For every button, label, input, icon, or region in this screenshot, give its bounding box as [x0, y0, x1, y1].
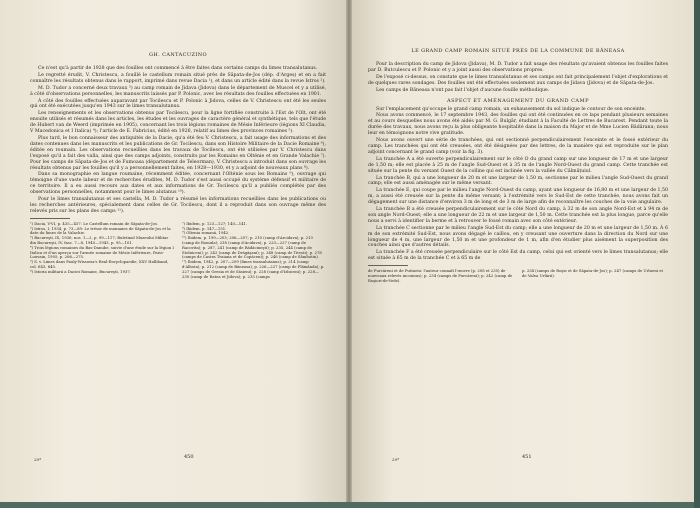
footnote: ²) Istros, I, 1934, p. 73—89: Le trésor de monnaies de Săpata-de-Jos et la date du limes de la Valachie. — [30, 225, 171, 236]
paragraph: Pour la description du camp de Jidova (Jidava), M. D. Tudor a fait usage des résultats qu'avaient obtenus les fouilles faites par D. Butculescu et P. Polonic et y a joint aussi des observations propres. — [368, 62, 668, 73]
cover-edge — [694, 0, 700, 508]
paragraph: À côté des fouilles effectuées auparavant par Tocilescu et P. Polonic à Jidova, celles de V. Christescu ont été les seules qui ont été exécutées jusqu'en 1943 sur le limes transalutanus. — [30, 98, 326, 110]
footnote-column — [30, 222, 174, 280]
footnote-rule — [368, 265, 408, 266]
right-running-head: LE GRAND CAMP ROMAIN SITUÉ PRÈS DE LA COMMUNE DE BĂNEASA — [411, 48, 625, 54]
paragraph: De l'exposé ci-dessus, on constate que le limes transalutanus et ses camps ont fait principalement l'objet d'explorations et de quelques rares sondages. Des fouilles ont été effectuées seulement aux camps de Jidava (Jidova) et de Săpata-de-Jos. — [368, 74, 668, 86]
footnote-column — [522, 269, 668, 283]
footnote: ⁵) S. v. Limes dans Pauly-Wissowa's Real-Encyclopaedie, XXV Halbband, col. 643, 645. — [30, 259, 169, 269]
paragraph: La tranchée B a été creusée perpendiculairement sur le côté Nord du camp, à 32 m de son angle Nord-Est et à 94 m de son angle Nord-Ouest; elle a une longueur de 22 m et une largeur de 1,50 m. Cette tranchée est la plus longue, parce qu'elle nous a servi à identifier la berme et à retrouver le fossé romain avec son côté extérieur. — [368, 207, 668, 224]
signature-mark: 29* — [392, 457, 400, 462]
footnote: ⁷) Ibidem, p. 123—127; 140—141. — [182, 220, 248, 226]
footnote: ⁹) Oltenia romană, 1942. — [182, 230, 230, 236]
left-running-head: GH. CANTACUZINO — [149, 52, 207, 58]
paragraph: Dans sa monographie en langue roumaine, récemment éditée, concernant l'Olténie sous les Romains ⁹), ouvrage qui témoigne d'une vaste labeur et de recherches érudites, M. D. Tudor s'est aussi occupé du système défensif et militaire de ce territoire. Il a eu aussi recours aux dates et aux informations de Gr. Tocilescu qu'il a publiés complétés par des observations personnelles, notamment pour le limes alutanus ¹⁰). — [30, 172, 326, 196]
footnote: ⁴) Trois légions romaines du Bas-Danube, suivie d'une étude sur la légion I Italica et d'un aperçu sur l'armée romaine de Mésie Inférieure, Paris-Louvain, 1905, p. 266—275. — [30, 244, 174, 260]
footnote: ⁸) Ibidem, p. 147—151. — [182, 225, 227, 231]
paragraph: La tranchée A a été ouverte perpendiculairement sur le côté O du grand camp sur une longueur de 17 m et une largeur de 1,50 m; elle est placée à 25 m de l'angle Sud-Ouest et à 35 m de l'angle Nord-Ouest du grand camp. Cette tranchée est située sur la pente du versant Ouest de la colline qui est inclinée vers la vallée du Călmățuiul. — [368, 156, 668, 174]
signature-mark: 29* — [34, 457, 42, 462]
left-page — [0, 0, 346, 502]
footnote: de Purcăreni et de Putineiu: l'auteur connaît l'œuvre (p. 208 et 235) de nouveaux relevés inconnus); p. 234 (camps de Purcăreni); p. 242 (camp de Roşiori-de-Vede). — [368, 268, 513, 283]
left-footnotes — [30, 222, 326, 280]
right-body-top — [368, 62, 668, 94]
paragraph: Sur l'emplacement qu'occupe le grand camp romain, un exhaussement du sol indique le contour de son enceinte. — [376, 106, 646, 112]
footnote: p. 234 (camps de Roşie et de Săpata-de-Jos); p. 247 (camps de Urlueni et de Valea Urlării). — [522, 268, 663, 278]
footnote: ¹¹) Ibidem, 1942, p. 207—209 (limes transalutanus); p. 214 (camp d'Albota); p. 212 (camp de Băneasa); p. 226—227 (camp de Flămânda); p. 227 (camps de Gresia et de Săsieni); p. 228 (camp d'Izbiceni); p. 228—230 (camp de Ratea et Jidova); p. 235 (camps — [182, 259, 325, 279]
footnote: ¹) Dacia, V-VI, p. 435—457: Le Castellum romain de Săpata-de-Jos. — [30, 220, 159, 226]
paragraph: La tranchée B, qui a une longueur de 20 m et une largeur de 1,50 m, sectionne par le milieu l'angle Sud-Ouest du grand camp; elle est aussi aménagée sur le même versant. — [368, 175, 668, 187]
right-page — [352, 0, 694, 502]
right-footnotes — [368, 269, 668, 283]
paragraph: Nous avons ouvert une série de tranchées, qui ont sectionné perpendiculairement l'enceinte et le fossé extérieur du camp. Les tranchées qui ont été creusées, ont été désignées par des lettres, de la manière qui est reproduite sur le plan adjoint concernant le grand camp (voir la fig. 3). — [368, 138, 668, 155]
paragraph: Les renseignements et les observations obtenus par Tocilescu, pour la ligne fortifiée construite à l'Est de l'Olt, ont été ensuite utilisés et résumés dans les articles, les études et les ouvrages de caractère général et synthétique, tels que l'étude de Hubert van de Weerd (imprimée en 1905), concernant les trois légions romaines de Mésie Inférieure (légions XI Claudia, V Macedonica et I Italica) ⁴); l'article de E. Fabricius, édité en 1926, relatif au limes des provinces romaines ⁵). — [30, 111, 326, 135]
section-title: ASPECT ET AMÉNAGEMENT DU GRAND CAMP — [446, 97, 590, 104]
right-body-bottom — [368, 107, 668, 263]
right-page-number: 451 — [522, 454, 532, 460]
paragraph: Plus tard, le bon connaisseur des antiquités de la Dacie, qu'a été feu V. Christescu, a fait usage des informations et des dates contenues dans les manuscrits et les publications de Gr. Tocilescu, dans son Histoire Militaire de la Dacie Romaine ⁶), éditée en roumain. Les observations recueillies dans les travaux de Tocilescu, ont été utilisées par V. Christescu dans l'exposé qu'il a fait des valla, ainsi que des camps adjoints, construits par les Romains en Olténie et en Grande Valachie ⁷). Pour les camps de Săpata-de-Jos et de Fumoasa (département de Teleorman), V. Christescu a introduit dans son ouvrage les résultats obtenus par les fouilles qu'il y a personnellement faites, en 1928—1930, et y a adjoint de nouveaux plans ⁸). — [30, 135, 326, 171]
paragraph: M. D. Tudor a concerné deux travaux ³) au camp romain de Jidava (Jidova) dans le département de Muscel et y a utilisé, à côté d'observations personnelles, les manuscrits laissés par P. Polonic, avec les résultats des fouilles effectuées en 1901. — [30, 85, 326, 97]
paragraph: La tranchée F a été creusée perpendiculaire sur le côté Est du camp, celui qui est orienté vers le limes transalutanus; elle est située à 65 m de la tranchée C et à 65 m de — [368, 250, 668, 262]
footnote-column — [182, 222, 326, 280]
left-body — [30, 66, 326, 215]
paragraph: Les camps de Băneasa n'ont pas fait l'objet d'aucune fouille méthodique. — [376, 87, 550, 93]
footnote: ⁶) Istoria militară a Daciei Romane, Bucureşti, 1937. — [30, 268, 132, 274]
footnote: ¹⁰) Ibidem, p. 199—203; 206—207; p. 210 (camp d'Arcidava); p. 213 (camp de Romula); 238 (camp d'Acidava); p. 223—227 (camp de Racovita); p. 287, 241 (camp de Rădăcineşti); p. 235, 244 (camp de Stolniceni); p. 242 (camp de Drăgăşani); p. 248 (camp de Titești); p. 278 (camps de Castra Traiana et de Copăceni); p. 246 (camp de Sâmbotin). — [182, 235, 322, 260]
paragraph: Le regretté érudit, V. Christescu, a fouillé le castellum romain situé près de Săpata-de-Jos (dép. d'Argeș) et en a fait connaître les résultats obtenus dans le rapport, imprimé dans revue Dacia ¹), et dans un article édité dans la revue Istros ²). — [30, 72, 326, 84]
footnote-column — [368, 269, 514, 283]
paragraph: La tranchée E, qui coupe par le milieu l'angle Nord-Ouest du camp, ayant une longueur de 16,80 m et une largeur de 1,50 m, a aussi été creusée sur la pente du même versant; à l'extrémité vers le Sud-Est de cette tranchée, nous avons fait un dégagement sur une distance d'environ 3 m de long et de 3 m de large afin de reconnaître les couches de la voie angulaire. — [368, 188, 668, 206]
paragraph: La tranchée C sectionne par le milieu l'angle Sud-Est du camp; elle a une longueur de 20 m et une largeur de 1,50 m. À 6 m de son extrémité Sud-Est, nous avons dégagé le caillou, en y creusant une ouverture dans la direction du Nord sur une longueur de 4 m, une largeur de 1,50 m et une profondeur de 1 m, afin d'en étudier plus aisément la superposition des couches ainsi que d'autres détails. — [368, 225, 668, 249]
footnote: ³) Bucureşti, IX, 1936, nos. 1—2, p. 99—117; Buletinul Muzeului Militar din Bucureşti, IV, fasc. 7—8, 1940—1943, p. 95—101. — [30, 235, 169, 245]
paragraph: Nous avons commencé, le 17 septembre 1943, des fouilles qui ont été continuées en ce laps pendant plusieurs semaines et au cours desquelles nous avons été aidés par M. G. Bulgăr, étudiant à la Faculté de Lettres de Bucarest. Pendant toute la durée des travaux, nous avons reçu la plus obligeante hospitalité dans la maison du Major et de Mme Lucien Bădăranu; nous leur en témoignons notre vive gratitude. — [368, 113, 668, 137]
left-page-number: 450 — [184, 454, 194, 460]
paragraph: Ce n'est qu'à partir de 1928 que des fouilles ont commencé à être faites dans certains camps du limes transalutanus. — [38, 66, 318, 71]
footnote-rule — [30, 218, 70, 219]
paragraph: Pour le limes transalutanus et ses castella, M. D. Tudor a résumé les informations recueillies dans les publications ou les recherches antérieures, spécialement dans celles de Gr. Tocilescu, dont il a reproduit dans son ouvrage même des relevés pris sur les plans des camps ¹¹). — [30, 197, 326, 214]
